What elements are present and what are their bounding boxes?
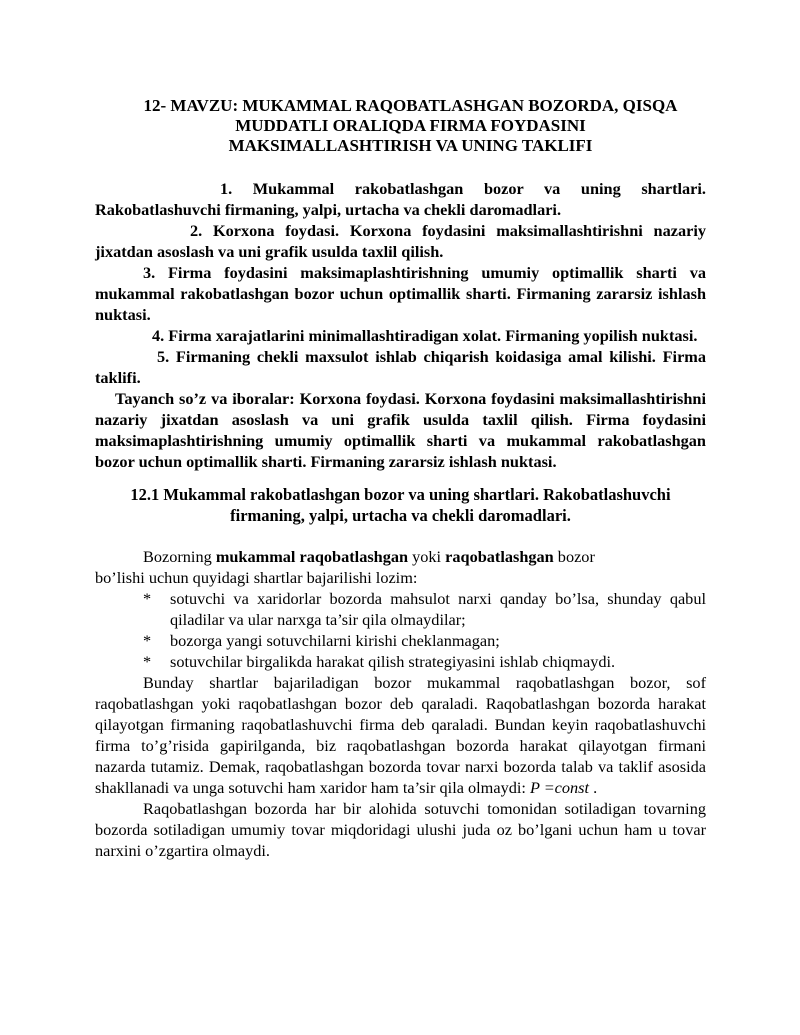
plan-item-2: 2. Korxona foydasi. Korxona foydasini maksimallashtirishni nazariy jixatdan asoslash va uni grafik usulda taxlil qilish. bbox=[95, 221, 706, 261]
section-title-line-2: firmaning, yalpi, urtacha va chekli daromadlari. bbox=[230, 506, 571, 525]
document-page bbox=[95, 96, 706, 861]
paragraph-1-text: Bunday shartlar bajariladigan bozor mukammal raqobatlashgan bozor, sof raqobatlashgan yoki raqobatlashgan bozor deb qaraladi. Raqobatlashgan bozorda harakat qilayotgan firmaning raqobatlashuvchi firma deb qaraladi. Bundan keyin raqobatlashuvchi firma to’g’risida gapirilganda, biz raqobatlashgan bozorda harakat qilayotgan firmani nazarda tutamiz. Demak, raqobatlashgan bozorda tovar narxi bozorda talab va taklif asosida shakllanadi va unga sotuvchi ham xaridor ham ta’sir qila olmaydi: bbox=[95, 673, 706, 797]
plan-item-4: 4. Firma xarajatlarini minimallashtiradigan xolat. Firmaning yopilish nuktasi. bbox=[152, 326, 698, 345]
list-item-text: sotuvchilar birgalikda harakat qilish strategiyasini ishlab chiqmaydi. bbox=[170, 652, 616, 671]
list-item-text: bozorga yangi sotuvchilarni kirishi cheklanmagan; bbox=[170, 631, 500, 650]
bullet-star-icon: * bbox=[143, 652, 152, 671]
topic-title-line-2: MUDDATLI ORALIQDA FIRMA FOYDASINI bbox=[235, 116, 586, 135]
paragraph-1-end: . bbox=[589, 778, 598, 797]
topic-title-line-1: 12- MAVZU: MUKAMMAL RAQOBATLASHGAN BOZORDA, QISQA bbox=[143, 96, 678, 115]
bullet-star-icon: * bbox=[143, 631, 152, 650]
conditions-list bbox=[95, 588, 706, 672]
keywords-paragraph: Tayanch so’z va iboralar: Korxona foydasi. Korxona foydasini maksimallashtirishni nazariy jixatdan asoslash va uni grafik usulda taxlil qilish. Firma foydasini maksimaplashtirishning umumiy optimallik sharti va mukammal rakobatlashgan bozor uchun optimallik sharti. Firmaning zararsiz ishlash nuktasi. bbox=[95, 389, 706, 471]
list-item bbox=[95, 588, 706, 630]
intro-text-1: Bozorning bbox=[143, 547, 216, 566]
paragraph-1 bbox=[95, 672, 706, 798]
plan-item-1: 1. Mukammal rakobatlashgan bozor va uning shartlari. Rakobatlashuvchi firmaning, yalpi, urtacha va chekli daromadlari. bbox=[95, 179, 706, 219]
list-item bbox=[95, 651, 706, 672]
bullet-star-icon: * bbox=[143, 589, 152, 608]
list-item-text: sotuvchi va xaridorlar bozorda mahsulot narxi qanday bo’lsa, shunday qabul qiladilar va ular narxga ta’sir qila olmaydilar; bbox=[170, 589, 706, 629]
intro-line bbox=[95, 546, 706, 567]
plan-item-3: 3. Firma foydasini maksimaplashtirishning umumiy optimallik sharti va mukammal rakobatlashgan bozor uchun optimallik sharti. Firmaning zararsiz ishlash nuktasi. bbox=[95, 263, 706, 324]
intro-text-2: yoki bbox=[408, 547, 446, 566]
intro-bold-1: mukammal raqobatlashgan bbox=[215, 547, 409, 566]
section-title-line-1: 12.1 Mukammal rakobatlashgan bozor va uning shartlari. Rakobatlashuvchi bbox=[130, 485, 671, 504]
paragraph-2: Raqobatlashgan bozorda har bir alohida sotuvchi tomonidan sotiladigan tovarning bozorda sotiladigan umumiy tovar miqdoridagi ulushi juda oz bo’lgani uchun ham u tovar narxini o’zgartira olmaydi. bbox=[95, 799, 706, 860]
intro-text-3: bozor bbox=[553, 547, 595, 566]
intro-bold-2: raqobatlashgan bbox=[445, 547, 554, 566]
topic-title-line-3: MAKSIMALLASHTIRISH VA UNING TAKLIFI bbox=[228, 136, 593, 155]
list-item bbox=[95, 630, 706, 651]
price-formula: P =const bbox=[529, 778, 590, 797]
intro-line-2: bo’lishi uchun quyidagi shartlar bajarilishi lozim: bbox=[95, 568, 418, 587]
plan-item-5: 5. Firmaning chekli maxsulot ishlab chiqarish koidasiga amal kilishi. Firma taklifi. bbox=[95, 347, 706, 387]
